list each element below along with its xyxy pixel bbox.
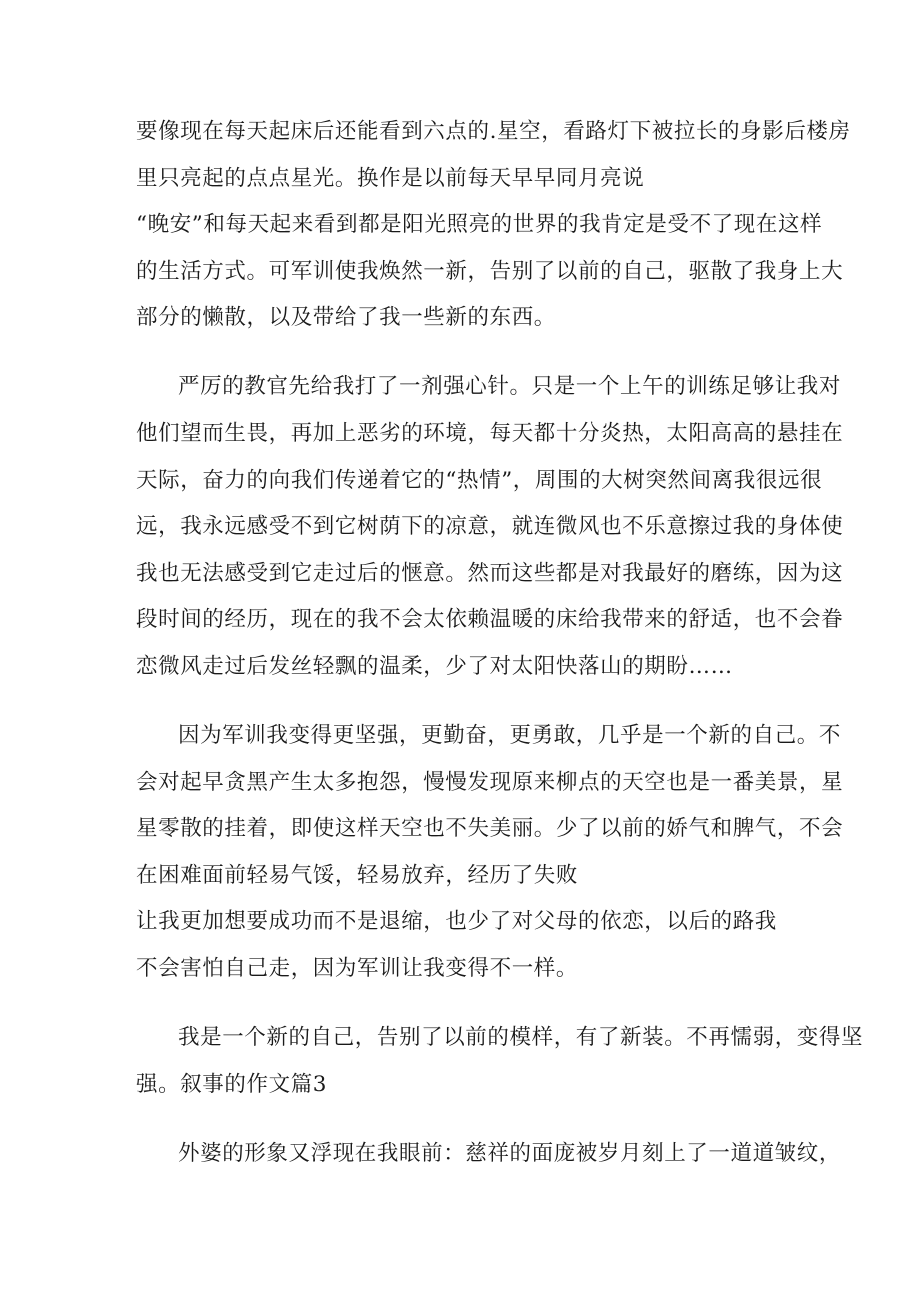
text-line: 星零散的挂着，即使这样天空也不失美丽。少了以前的娇气和脾气，不会 bbox=[136, 816, 844, 841]
text-line: 他们望而生畏，再加上恶劣的环境，每天都十分炎热，太阳高高的悬挂在 bbox=[136, 421, 844, 446]
text-line: 的生活方式。可军训使我焕然一新，告别了以前的自己，驱散了我身上大 bbox=[136, 259, 844, 284]
text-line: 要像现在每天起床后还能看到六点的.星空，看路灯下被拉长的身影后楼房 bbox=[136, 119, 851, 144]
text-line: 段时间的经历，现在的我不会太依赖温暖的床给我带来的舒适，也不会眷 bbox=[136, 607, 844, 632]
text-line: 恋微风走过后发丝轻飘的温柔，少了对太阳快落山的期盼…… bbox=[136, 654, 733, 679]
text-line: 我也无法感受到它走过后的惬意。然而这些都是对我最好的磨练，因为这 bbox=[136, 561, 844, 586]
paragraph-start-line: 我是一个新的自己，告别了以前的模样，有了新装。不再懦弱，变得坚 bbox=[178, 1025, 864, 1050]
text-line: 会对起早贪黑产生太多抱怨，慢慢发现原来柳点的天空也是一番美景，星 bbox=[136, 770, 844, 795]
text-line: 在困难面前轻易气馁，轻易放弃，经历了失败 bbox=[136, 863, 579, 888]
paragraph-start-line: 因为军训我变得更坚强，更勤奋，更勇敢，几乎是一个新的自己。不 bbox=[178, 723, 842, 748]
text-line: 让我更加想要成功而不是退缩，也少了对父母的依恋，以后的路我 bbox=[136, 909, 777, 934]
text-line: 远，我永远感受不到它树荫下的凉意，就连微风也不乐意擦过我的身体使 bbox=[136, 514, 844, 539]
text-line: 强。叙事的作文篇3 bbox=[136, 1072, 328, 1097]
text-line: 里只亮起的点点星光。换作是以前每天早早同月亮说 bbox=[136, 166, 645, 191]
paragraph-start-line: 严厉的教官先给我打了一剂强心针。只是一个上午的训练足够让我对 bbox=[178, 374, 842, 399]
paragraph-start-line: 外婆的形象又浮现在我眼前：慈祥的面庞被岁月刻上了一道道皱纹， bbox=[178, 1141, 842, 1166]
text-line: 不会害怕自己走，因为军训让我变得不一样。 bbox=[136, 956, 579, 981]
text-line: “晚安”和每天起来看到都是阳光照亮的世界的我肯定是受不了现在这样 bbox=[136, 212, 823, 237]
text-line: 部分的懒散，以及带给了我一些新的东西。 bbox=[136, 305, 556, 330]
text-line: 天际，奋力的向我们传递着它的“热情”，周围的大树突然间离我很远很 bbox=[136, 468, 823, 493]
